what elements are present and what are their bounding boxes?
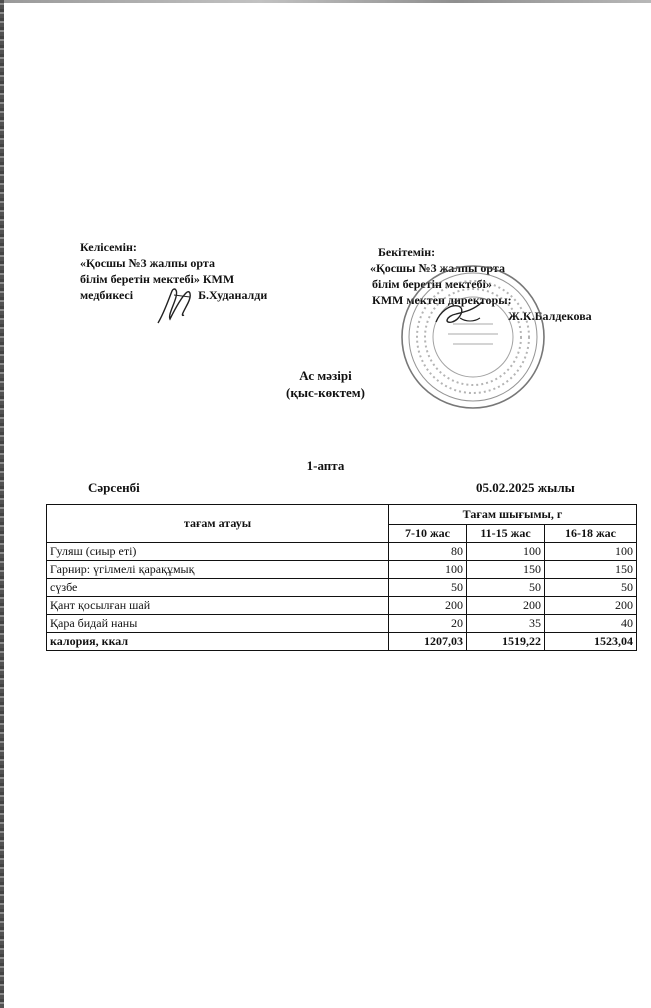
column-header-age-11-15: 11-15 жас [467, 525, 545, 543]
nurse-signature [150, 285, 200, 325]
yield-11-15: 35 [467, 615, 545, 633]
table-row [47, 579, 637, 597]
yield-7-10: 50 [389, 579, 467, 597]
table-total-row [47, 633, 637, 651]
table-row [47, 561, 637, 579]
table-header-row [47, 505, 637, 525]
column-header-yield: Тағам шығымы, г [389, 505, 637, 525]
table-row [47, 543, 637, 561]
column-header-age-7-10: 7-10 жас [389, 525, 467, 543]
weekday: Сәрсенбі [88, 480, 140, 495]
scan-top-edge [0, 0, 651, 3]
dish-name: сүзбе [47, 579, 389, 597]
yield-7-10: 20 [389, 615, 467, 633]
approval-right-role: КММ мектеп директоры: [372, 293, 512, 307]
menu-date: 05.02.2025 жылы [476, 480, 575, 495]
column-header-dish-name: тағам атауы [47, 505, 389, 543]
dish-name: Гуляш (сиыр еті) [47, 543, 389, 561]
scan-edge [0, 0, 4, 1008]
approval-left-role: медбикесі [80, 288, 134, 302]
approval-right-school-2: білім беретін мектебі» [372, 277, 492, 291]
menu-title: Ас мәзірі [299, 368, 352, 383]
dish-name: Қара бидай наны [47, 615, 389, 633]
total-16-18: 1523,04 [545, 633, 637, 651]
column-header-age-16-18: 16-18 жас [545, 525, 637, 543]
total-7-10: 1207,03 [389, 633, 467, 651]
yield-16-18: 50 [545, 579, 637, 597]
approval-left-school: «Қосшы №3 жалпы орта [80, 256, 215, 270]
yield-11-15: 200 [467, 597, 545, 615]
yield-11-15: 150 [467, 561, 545, 579]
total-label: калория, ккал [47, 633, 389, 651]
approval-right-name: Ж.К.Балдекова [508, 309, 592, 323]
yield-7-10: 80 [389, 543, 467, 561]
approval-left-name: Б.Худаналди [198, 288, 268, 302]
yield-7-10: 200 [389, 597, 467, 615]
menu-table [46, 504, 637, 651]
approval-left-school-2: білім беретін мектебі» КММ [80, 272, 235, 286]
total-11-15: 1519,22 [467, 633, 545, 651]
yield-7-10: 100 [389, 561, 467, 579]
dish-name: Гарнир: үгілмелі қарақұмық [47, 561, 389, 579]
yield-16-18: 40 [545, 615, 637, 633]
week-number: 1-апта [306, 458, 345, 473]
table-row [47, 597, 637, 615]
table-row [47, 615, 637, 633]
yield-11-15: 100 [467, 543, 545, 561]
dish-name: Қант қосылған шай [47, 597, 389, 615]
approval-left-heading: Келісемін: [80, 240, 137, 254]
menu-season: (қыс-көктем) [286, 385, 365, 400]
approval-right-school: «Қосшы №3 жалпы орта [370, 261, 505, 275]
yield-16-18: 100 [545, 543, 637, 561]
yield-16-18: 150 [545, 561, 637, 579]
director-signature [430, 292, 490, 332]
yield-11-15: 50 [467, 579, 545, 597]
approval-right-heading: Бекітемін: [378, 245, 436, 259]
yield-16-18: 200 [545, 597, 637, 615]
